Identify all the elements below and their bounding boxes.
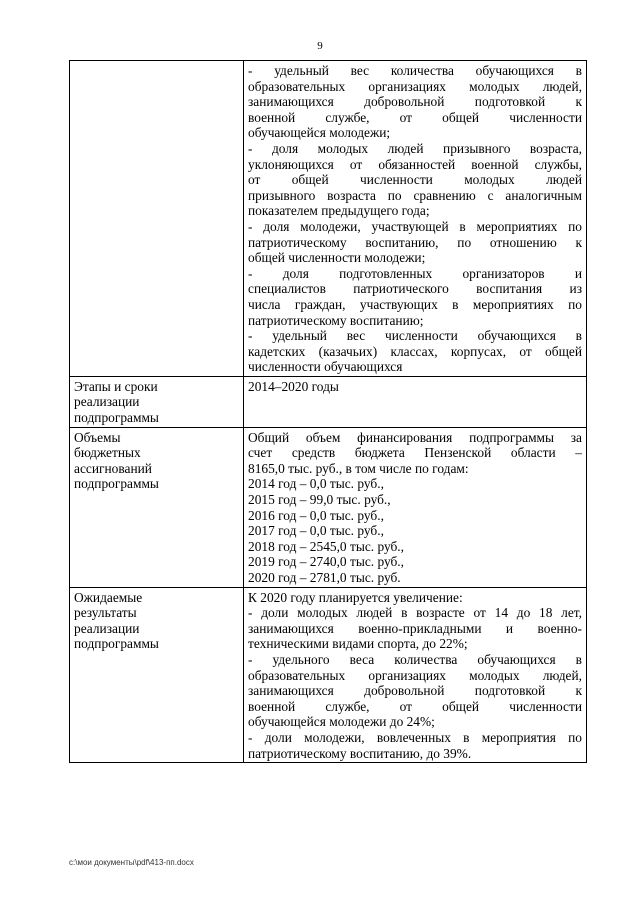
label-line: реализации bbox=[74, 620, 140, 636]
text-line: занимающихся добровольной подготовкой к bbox=[248, 683, 582, 699]
text-line: 2019 год – 2740,0 тыс. руб., bbox=[248, 554, 405, 570]
label-line: ассигнований bbox=[74, 460, 152, 476]
label-line: подпрограммы bbox=[74, 476, 159, 492]
text-line: - удельного веса количества обучающихся в bbox=[248, 651, 582, 667]
budget-label-cell bbox=[70, 427, 244, 587]
text-line: патриотическому воспитанию, по отношению к bbox=[248, 234, 582, 250]
text-line: военной службе, от общей численности bbox=[248, 698, 582, 714]
text-line: - доли молодежи, вовлеченных в мероприятия по bbox=[248, 729, 582, 745]
text-line: занимающихся добровольной подготовкой к bbox=[248, 94, 582, 110]
text-line: кадетских (казачьих) классах, корпусах, от общей bbox=[248, 343, 582, 359]
indicators-cell bbox=[244, 61, 587, 377]
text-line: занимающихся военно-прикладными и военно- bbox=[248, 620, 582, 636]
row-label-cell bbox=[70, 61, 244, 377]
subprogram-passport-table bbox=[69, 60, 587, 763]
text-line: 2020 год – 2781,0 тыс. руб. bbox=[248, 570, 401, 585]
text-line: 2014–2020 годы bbox=[248, 378, 339, 394]
label-line: реализации bbox=[74, 394, 140, 410]
text-line: 2017 год – 0,0 тыс. руб., bbox=[248, 523, 384, 539]
table-row-stages bbox=[70, 376, 587, 427]
text-line: призывного возраста по сравнению с аналогичным bbox=[248, 187, 582, 203]
text-line: - доля молодых людей призывного возраста, bbox=[248, 140, 582, 156]
text-line: Общий объем финансирования подпрограммы за bbox=[248, 429, 582, 445]
text-line: образовательных организациях молодых людей, bbox=[248, 78, 582, 94]
budget-value-cell bbox=[244, 427, 587, 587]
text-line: - доли молодых людей в возрасте от 14 до 18 лет, bbox=[248, 605, 582, 621]
label-line: бюджетных bbox=[74, 445, 141, 461]
label-line: Объемы bbox=[74, 429, 121, 445]
text-line: 2018 год – 2545,0 тыс. руб., bbox=[248, 538, 405, 554]
label-line: результаты bbox=[74, 605, 137, 621]
text-line: обучающейся молодежи до 24%; bbox=[248, 714, 435, 730]
text-line: обучающейся молодежи; bbox=[248, 125, 391, 141]
text-line: - удельный вес численности обучающихся в bbox=[248, 328, 582, 344]
text-line: 2014 год – 0,0 тыс. руб., bbox=[248, 476, 384, 492]
text-line: счет средств бюджета Пензенской области – bbox=[248, 445, 582, 461]
stages-label-cell bbox=[70, 376, 244, 427]
results-value-cell bbox=[244, 587, 587, 763]
label-line: Ожидаемые bbox=[74, 589, 143, 605]
text-line: образовательных организациях молодых людей, bbox=[248, 667, 582, 683]
text-line: 2016 год – 0,0 тыс. руб., bbox=[248, 507, 384, 523]
text-line: показателем предыдущего года; bbox=[248, 203, 430, 219]
file-path-footer: c:\мои документы\pdf\413-пп.docx bbox=[69, 858, 194, 867]
label-line: Этапы и сроки bbox=[74, 378, 158, 394]
text-line: уклоняющихся от обязанностей военной службы, bbox=[248, 156, 582, 172]
text-line: специалистов патриотического воспитания из bbox=[248, 281, 582, 297]
text-line: от общей численности молодых людей bbox=[248, 172, 582, 188]
stages-value-cell bbox=[244, 376, 587, 427]
page-number: 9 bbox=[317, 40, 323, 52]
text-line: К 2020 году планируется увеличение: bbox=[248, 589, 463, 605]
text-line: техническими видами спорта, до 22%; bbox=[248, 636, 468, 652]
table-row-budget bbox=[70, 427, 587, 587]
text-line: общей численности молодежи; bbox=[248, 250, 426, 266]
text-line: - доля молодежи, участвующей в мероприятиях по bbox=[248, 218, 582, 234]
table-row-results bbox=[70, 587, 587, 763]
text-line: 8165,0 тыс. руб., в том числе по годам: bbox=[248, 460, 469, 476]
text-line: патриотическому воспитанию, до 39%. bbox=[248, 745, 472, 761]
text-line: - доля подготовленных организаторов и bbox=[248, 265, 582, 281]
text-line: числа граждан, участвующих в мероприятиях по bbox=[248, 296, 582, 312]
text-line: численности обучающихся bbox=[248, 359, 403, 375]
label-line: подпрограммы bbox=[74, 636, 159, 652]
text-line: 2015 год – 99,0 тыс. руб., bbox=[248, 492, 391, 508]
label-line: подпрограммы bbox=[74, 410, 159, 426]
results-label-cell bbox=[70, 587, 244, 763]
text-line: военной службе, от общей численности bbox=[248, 109, 582, 125]
text-line: патриотическому воспитанию; bbox=[248, 312, 424, 328]
table-row-indicators bbox=[70, 61, 587, 377]
text-line: - удельный вес количества обучающихся в bbox=[248, 63, 582, 78]
